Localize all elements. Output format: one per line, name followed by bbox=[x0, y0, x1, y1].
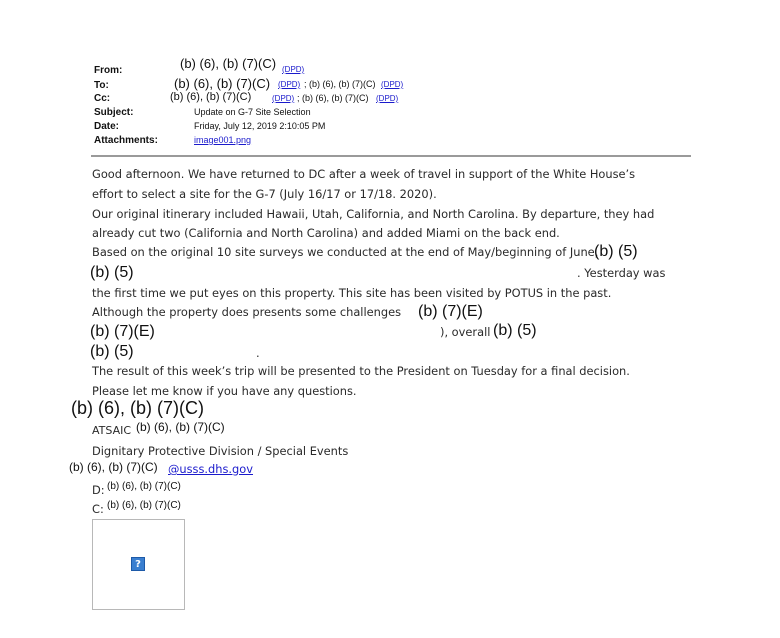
to-dpd-link-2[interactable]: (DPD) bbox=[381, 80, 404, 89]
cc-label: Cc: bbox=[94, 93, 111, 104]
body-p3-line4: Although the property does presents some challenges bbox=[92, 305, 402, 319]
signature-title-prefix: ATSAIC bbox=[92, 424, 132, 437]
signature-d-redaction: (b) (6), (b) (7)(C) bbox=[107, 481, 181, 492]
signature-d-prefix: D: bbox=[92, 483, 105, 497]
body-p1-line1: Good afternoon. We have returned to DC after a week of travel in support of the White House’s bbox=[92, 167, 636, 181]
to-dpd-link-1[interactable]: (DPD) bbox=[278, 80, 301, 89]
subject-label: Subject: bbox=[94, 107, 134, 118]
cc-semicolon: ; bbox=[297, 93, 300, 103]
signature-name-redaction: (b) (6), (b) (7)(C) bbox=[71, 398, 204, 418]
body-p3-period: . bbox=[256, 346, 260, 360]
signature-email-redaction: (b) (6), (b) (7)(C) bbox=[69, 460, 158, 474]
signature-title-redaction: (b) (6), (b) (7)(C) bbox=[136, 420, 225, 434]
redaction-b5-1: (b) (5) bbox=[594, 243, 638, 260]
redaction-b7e-2: (b) (7)(E) bbox=[90, 323, 155, 340]
body-p4-line1: The result of this week’s trip will be presented to the President on Tuesday for a final decision. bbox=[92, 364, 630, 378]
body-p2-line2: already cut two (California and North Carolina) and added Miami on the back end. bbox=[92, 226, 560, 240]
cc-redaction-2: (b) (6), (b) (7)(C) bbox=[302, 93, 369, 103]
body-p2-line1: Our original itinerary included Hawaii, Utah, California, and North Carolina. By departure, they had bbox=[92, 207, 655, 221]
body-p3-line3: the first time we put eyes on this property. This site has been visited by POTUS in the past. bbox=[92, 286, 612, 300]
body-p5-line1: Please let me know if you have any questions. bbox=[92, 384, 357, 398]
signature-c-prefix: C: bbox=[92, 502, 104, 516]
body-p3-yesterday: . Yesterday was bbox=[577, 266, 666, 280]
date-value: Friday, July 12, 2019 2:10:05 PM bbox=[194, 121, 326, 131]
attachment-link[interactable]: image001.png bbox=[194, 135, 252, 145]
cc-redaction-1: (b) (6), (b) (7)(C) bbox=[170, 91, 252, 103]
to-label: To: bbox=[94, 80, 109, 91]
from-redaction: (b) (6), (b) (7)(C) bbox=[180, 56, 277, 71]
from-label: From: bbox=[94, 65, 123, 76]
to-redaction-1: (b) (6), (b) (7)(C) bbox=[174, 76, 271, 91]
to-redaction-2: (b) (6), (b) (7)(C) bbox=[309, 79, 376, 89]
redaction-b7e-1: (b) (7)(E) bbox=[418, 303, 483, 320]
body-p3-line1: Based on the original 10 site surveys we conducted at the end of May/beginning of June, bbox=[92, 245, 599, 259]
signature-division: Dignitary Protective Division / Special Events bbox=[92, 444, 349, 458]
to-semicolon: ; bbox=[304, 79, 307, 89]
attachments-label: Attachments: bbox=[94, 135, 158, 146]
date-label: Date: bbox=[94, 121, 120, 132]
embedded-image-placeholder bbox=[92, 519, 185, 610]
broken-image-icon: ? bbox=[131, 557, 145, 571]
from-dpd-link[interactable]: (DPD) bbox=[282, 65, 305, 74]
body-p3-overall: ), overall bbox=[440, 325, 491, 339]
signature-c-redaction: (b) (6), (b) (7)(C) bbox=[107, 500, 181, 511]
cc-dpd-link-1[interactable]: (DPD) bbox=[272, 94, 295, 103]
subject-value: Update on G-7 Site Selection bbox=[194, 107, 311, 117]
redaction-b5-4: (b) (5) bbox=[90, 343, 134, 360]
signature-email-link[interactable]: @usss.dhs.gov bbox=[168, 462, 253, 476]
cc-dpd-link-2[interactable]: (DPD) bbox=[376, 94, 399, 103]
body-p1-line2: effort to select a site for the G-7 (July 16/17 or 17/18. 2020). bbox=[92, 187, 437, 201]
redaction-b5-3: (b) (5) bbox=[493, 322, 537, 339]
redaction-b5-2: (b) (5) bbox=[90, 264, 134, 281]
header-divider bbox=[91, 155, 691, 157]
